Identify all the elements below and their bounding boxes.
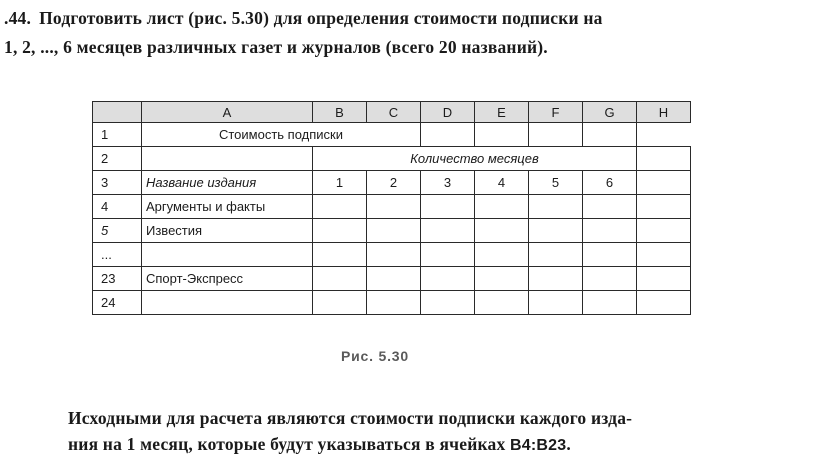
cell [313, 195, 367, 219]
months-label-cell: Количество месяцев [313, 147, 637, 171]
cell [637, 243, 691, 267]
col-header-b: B [313, 102, 367, 123]
row-number: 2 [93, 147, 142, 171]
cell [475, 243, 529, 267]
col-header-f: F [529, 102, 583, 123]
cell [367, 219, 421, 243]
month-number: 2 [367, 171, 421, 195]
cell [142, 243, 313, 267]
cell [583, 219, 637, 243]
corner-cell [93, 102, 142, 123]
table-row [93, 243, 691, 267]
cell [421, 267, 475, 291]
cell-range-ref: B4:B23 [509, 437, 567, 454]
task-line-2: 1, 2, ..., 6 месяцев различных газет и журналов (всего 20 названий). [4, 37, 548, 57]
col-header-a: A [142, 102, 313, 123]
publication-name: Аргументы и факты [142, 195, 313, 219]
row-number: 1 [93, 123, 142, 147]
cell [421, 291, 475, 315]
publication-name: Известия [142, 219, 313, 243]
sheet-title-cell: Стоимость подписки [142, 123, 421, 147]
cell [529, 267, 583, 291]
cell [367, 291, 421, 315]
cell [475, 267, 529, 291]
cell [637, 171, 691, 195]
cell [529, 219, 583, 243]
cell [583, 291, 637, 315]
cell [637, 147, 691, 171]
cell [637, 267, 691, 291]
table-row [93, 171, 691, 195]
cell [637, 219, 691, 243]
cell [637, 195, 691, 219]
cell [529, 123, 583, 147]
cell [475, 195, 529, 219]
cell [529, 195, 583, 219]
row-number: ... [93, 243, 142, 267]
month-number: 3 [421, 171, 475, 195]
cell [637, 291, 691, 315]
col-header-e: E [475, 102, 529, 123]
cell [583, 195, 637, 219]
cell [529, 291, 583, 315]
cell [475, 219, 529, 243]
cell [583, 243, 637, 267]
cell [421, 123, 475, 147]
cell [313, 243, 367, 267]
cell [421, 219, 475, 243]
table-row [93, 219, 691, 243]
body-line-2-text: ния на 1 месяц, которые будут указываться в ячейках [68, 434, 506, 454]
row-number: 3 [93, 171, 142, 195]
cell [529, 243, 583, 267]
cell [313, 267, 367, 291]
table-row [93, 147, 691, 171]
column-header-row [93, 102, 691, 123]
table-row [93, 195, 691, 219]
table-row [93, 267, 691, 291]
name-header-cell: Название издания [142, 171, 313, 195]
row-number: 5 [93, 219, 142, 243]
body-text [68, 405, 788, 459]
cell [142, 291, 313, 315]
task-number: .44. [4, 8, 32, 28]
month-number: 6 [583, 171, 637, 195]
cell [583, 123, 637, 147]
col-header-c: C [367, 102, 421, 123]
task-text [4, 4, 804, 62]
row-number: 24 [93, 291, 142, 315]
col-header-h: H [637, 102, 691, 123]
month-number: 1 [313, 171, 367, 195]
body-line-2-end: . [566, 434, 571, 454]
cell [367, 243, 421, 267]
month-number: 5 [529, 171, 583, 195]
cell [475, 291, 529, 315]
publication-name: Спорт-Экспресс [142, 267, 313, 291]
cell [475, 123, 529, 147]
spreadsheet-figure [92, 101, 691, 315]
body-line-1: Исходными для расчета являются стоимости подписки каждого изда- [68, 408, 633, 428]
row-number: 4 [93, 195, 142, 219]
month-number: 4 [475, 171, 529, 195]
task-line-1 [4, 4, 804, 33]
cell [313, 219, 367, 243]
col-header-d: D [421, 102, 475, 123]
row-number: 23 [93, 267, 142, 291]
cell [421, 243, 475, 267]
table-row [93, 291, 691, 315]
col-header-g: G [583, 102, 637, 123]
cell [367, 195, 421, 219]
body-line-2 [68, 431, 788, 459]
task-line-1-text: Подготовить лист (рис. 5.30) для определения стоимости подписки на [39, 8, 603, 28]
cell [142, 147, 313, 171]
cell [421, 195, 475, 219]
cell [313, 291, 367, 315]
cell [583, 267, 637, 291]
cell [367, 267, 421, 291]
figure-caption: Рис. 5.30 [341, 348, 409, 364]
table-row [93, 123, 691, 147]
